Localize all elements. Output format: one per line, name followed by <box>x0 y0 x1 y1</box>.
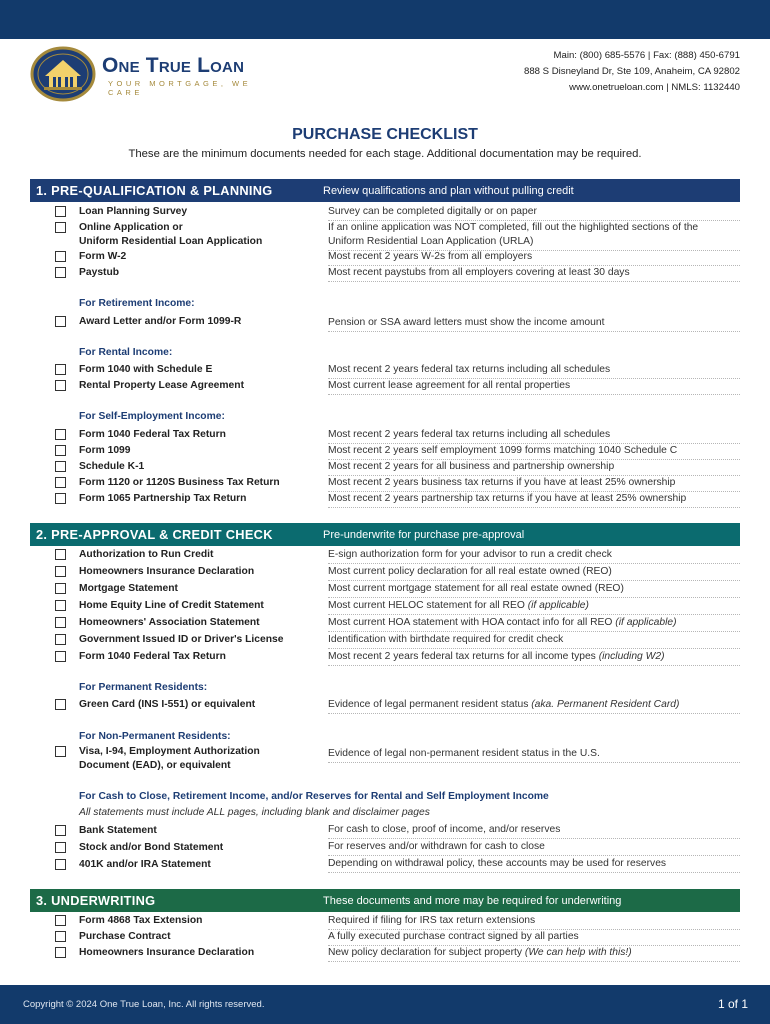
checkbox[interactable] <box>55 600 66 611</box>
section-header-prequalification <box>30 179 740 202</box>
checkbox[interactable] <box>55 477 66 488</box>
item-description: Most recent 2 years W-2s from all employers <box>328 250 740 266</box>
brand-name: One True Loan <box>102 54 245 77</box>
subhead-rental: For Rental Income: <box>79 347 173 358</box>
contact-block <box>524 48 740 96</box>
item-name <box>79 221 309 249</box>
company-logo <box>30 46 280 102</box>
desc-text: Most current HELOC statement for all REO <box>328 600 528 611</box>
item-description: Identification with birthdate required for credit check <box>328 633 740 649</box>
item-name: Government Issued ID or Driver's License <box>79 634 284 645</box>
desc-text: Evidence of legal permanent resident status <box>328 699 532 710</box>
item-name: Schedule K-1 <box>79 461 145 472</box>
item-name: Rental Property Lease Agreement <box>79 380 244 391</box>
copyright-text: Copyright © 2024 One True Loan, Inc. All rights reserved. <box>23 999 265 1010</box>
item-description: Most current lease agreement for all rental properties <box>328 379 740 395</box>
checkbox[interactable] <box>55 364 66 375</box>
section-note: Pre-underwrite for purchase pre-approval <box>323 528 525 541</box>
checkbox[interactable] <box>55 380 66 391</box>
checkbox[interactable] <box>55 549 66 560</box>
item-name-line2: Uniform Residential Loan Application <box>79 236 263 247</box>
page-title: PURCHASE CHECKLIST <box>292 126 478 143</box>
checkbox[interactable] <box>55 915 66 926</box>
item-name: Form 1065 Partnership Tax Return <box>79 493 247 504</box>
checkbox[interactable] <box>55 947 66 958</box>
desc-italic: (aka. Permanent Resident Card) <box>531 699 680 710</box>
subhead-self-employment: For Self-Employment Income: <box>79 411 225 422</box>
checkbox[interactable] <box>55 461 66 472</box>
item-name: Green Card (INS I-551) or equivalent <box>79 699 256 710</box>
item-description <box>328 698 740 714</box>
desc-italic: (We can help with this!) <box>524 947 632 958</box>
item-description <box>328 599 740 615</box>
item-description: Pension or SSA award letters must show the income amount <box>328 316 740 332</box>
item-name: Home Equity Line of Credit Statement <box>79 600 264 611</box>
checkbox[interactable] <box>55 617 66 628</box>
section-header-underwriting <box>30 889 740 912</box>
checkbox[interactable] <box>55 429 66 440</box>
item-name-line2: Document (EAD), or equivalent <box>79 760 231 771</box>
checkbox[interactable] <box>55 699 66 710</box>
subhead-non-permanent-residents: For Non-Permanent Residents: <box>79 731 231 742</box>
item-description: For cash to close, proof of income, and/or reserves <box>328 823 740 839</box>
item-description: Survey can be completed digitally or on paper <box>328 205 740 221</box>
item-name: Homeowners' Association Statement <box>79 617 260 628</box>
item-description <box>328 616 740 632</box>
checkbox[interactable] <box>55 842 66 853</box>
item-description <box>328 221 740 251</box>
item-description: Most recent paystubs from all employers covering at least 30 days <box>328 266 740 282</box>
item-name-line1: Online Application or <box>79 222 183 233</box>
item-description: Most recent 2 years business tax returns if you have at least 25% ownership <box>328 476 740 492</box>
item-name: Homeowners Insurance Declaration <box>79 947 255 958</box>
section-header-preapproval <box>30 523 740 546</box>
item-description: E-sign authorization form for your advisor to run a credit check <box>328 548 740 564</box>
page-number: 1 of 1 <box>717 997 748 1011</box>
item-description <box>328 650 740 666</box>
checkbox[interactable] <box>55 267 66 278</box>
item-name: Homeowners Insurance Declaration <box>79 566 255 577</box>
desc-italic: (if applicable) <box>527 600 589 611</box>
checkbox[interactable] <box>55 583 66 594</box>
desc-line1: If an online application was NOT completed, fill out the highlighted sections of the <box>328 222 699 233</box>
subhead-retirement: For Retirement Income: <box>79 298 195 309</box>
checkbox[interactable] <box>55 566 66 577</box>
section-title: 3. UNDERWRITING <box>36 893 156 908</box>
checkbox[interactable] <box>55 825 66 836</box>
checkbox[interactable] <box>55 222 66 233</box>
section-title: 1. PRE-QUALIFICATION & PLANNING <box>36 183 273 198</box>
item-name: 401K and/or IRA Statement <box>79 859 211 870</box>
item-description: Most recent 2 years for all business and partnership ownership <box>328 460 740 476</box>
page-subtitle: These are the minimum documents needed for each stage. Additional documentation may be required. <box>128 148 642 160</box>
item-description: Most current mortgage statement for all real estate owned (REO) <box>328 582 740 598</box>
desc-text: Most recent 2 years federal tax returns for all income types <box>328 651 599 662</box>
contact-address: 888 S Disneyland Dr, Ste 109, Anaheim, CA 92802 <box>524 66 740 77</box>
item-description: Depending on withdrawal policy, these accounts may be used for reserves <box>328 857 740 873</box>
item-description: Required if filing for IRS tax return extensions <box>328 914 740 930</box>
top-banner <box>0 0 770 39</box>
item-description: Most recent 2 years federal tax returns including all schedules <box>328 363 740 379</box>
item-name: Form 1040 with Schedule E <box>79 364 213 375</box>
item-name: Purchase Contract <box>79 931 171 942</box>
item-name <box>79 745 309 773</box>
desc-text: Most current HOA statement with HOA contact info for all REO <box>328 617 616 628</box>
item-name: Form 1040 Federal Tax Return <box>79 651 226 662</box>
item-name: Bank Statement <box>79 825 157 836</box>
item-description: For reserves and/or withdrawn for cash to close <box>328 840 740 856</box>
item-description: Most recent 2 years partnership tax returns if you have at least 25% ownership <box>328 492 740 508</box>
checkbox[interactable] <box>55 634 66 645</box>
checkbox[interactable] <box>55 206 66 217</box>
checkbox[interactable] <box>55 316 66 327</box>
item-description: Most recent 2 years self employment 1099 forms matching 1040 Schedule C <box>328 444 740 460</box>
item-name: Loan Planning Survey <box>79 206 188 217</box>
checkbox[interactable] <box>55 931 66 942</box>
checkbox[interactable] <box>55 445 66 456</box>
item-description <box>328 946 740 962</box>
item-name: Form W-2 <box>79 251 127 262</box>
brand-tagline: YOUR MORTGAGE, WE CARE <box>108 79 252 97</box>
checkbox[interactable] <box>55 493 66 504</box>
section-note: Review qualifications and plan without pulling credit <box>323 184 574 197</box>
item-name: Award Letter and/or Form 1099-R <box>79 316 242 327</box>
item-name: Form 1040 Federal Tax Return <box>79 429 226 440</box>
item-name: Paystub <box>79 267 120 278</box>
item-description: Most current policy declaration for all real estate owned (REO) <box>328 565 740 581</box>
subhead-permanent-residents: For Permanent Residents: <box>79 682 208 693</box>
item-description: Evidence of legal non-permanent resident status in the U.S. <box>328 747 740 763</box>
section-note: These documents and more may be required for underwriting <box>323 894 622 907</box>
item-description: Most recent 2 years federal tax returns including all schedules <box>328 428 740 444</box>
item-name: Form 4868 Tax Extension <box>79 915 203 926</box>
footer-bar <box>0 985 770 1024</box>
desc-italic: (if applicable) <box>615 617 677 628</box>
statements-note: All statements must include ALL pages, including blank and disclaimer pages <box>79 807 430 818</box>
item-description: A fully executed purchase contract signed by all parties <box>328 930 740 946</box>
item-name: Authorization to Run Credit <box>79 549 214 560</box>
checkbox[interactable] <box>55 651 66 662</box>
section-title: 2. PRE-APPROVAL & CREDIT CHECK <box>36 527 273 542</box>
checkbox[interactable] <box>55 251 66 262</box>
item-name: Mortgage Statement <box>79 583 178 594</box>
item-name-line1: Visa, I-94, Employment Authorization <box>79 746 260 757</box>
contact-phone: Main: (800) 685-5576 | Fax: (888) 450-6791 <box>553 50 740 61</box>
contact-web[interactable]: www.onetrueloan.com | NMLS: 1132440 <box>569 82 740 93</box>
desc-italic: (including W2) <box>598 651 665 662</box>
checkbox[interactable] <box>55 746 66 757</box>
house-seal-icon <box>30 46 96 102</box>
item-name: Stock and/or Bond Statement <box>79 842 224 853</box>
desc-line2: Uniform Residential Loan Application (URLA) <box>328 236 534 247</box>
subhead-cash-to-close: For Cash to Close, Retirement Income, and/or Reserves for Rental and Self Employment Income <box>79 791 549 802</box>
item-name: Form 1099 <box>79 445 131 456</box>
checkbox[interactable] <box>55 859 66 870</box>
desc-text: New policy declaration for subject property <box>328 947 525 958</box>
item-name: Form 1120 or 1120S Business Tax Return <box>79 477 280 488</box>
